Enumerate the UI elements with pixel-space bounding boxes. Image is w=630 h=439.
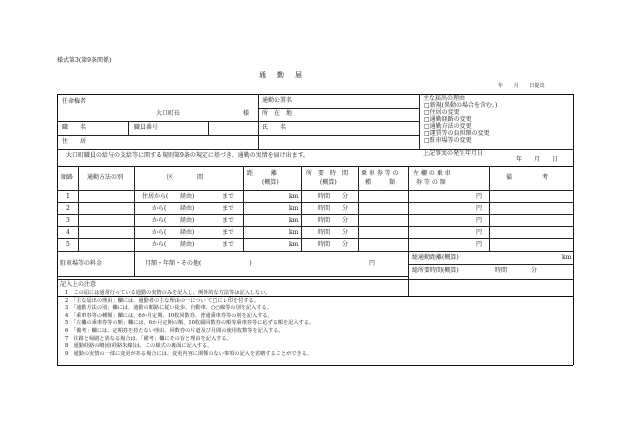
header-distance-sub: (概算)	[262, 179, 279, 186]
notes-list	[65, 290, 314, 358]
header-fare-amount-sub: 券 等 の 額	[416, 179, 446, 186]
header-fare-amount: 左 欄 の 乗 車	[413, 170, 451, 177]
header-time: 所 要 時 間	[306, 170, 349, 177]
row-yen: 円	[476, 205, 483, 212]
row-yen: 円	[476, 193, 483, 200]
employee-number-label: 職員番号	[134, 124, 159, 131]
reason-method-checkbox[interactable]: □通勤方法の変更	[424, 123, 472, 130]
parking-yen: 円	[369, 260, 376, 267]
row-via: 経由)	[180, 241, 195, 248]
mayor-label: 大口町長	[156, 110, 181, 117]
row-time: 時間 分	[318, 205, 349, 212]
row-km: km	[289, 217, 299, 224]
row-time: 時間 分	[318, 217, 349, 224]
appointer-label: 任命権者	[62, 98, 87, 105]
row-to: まで	[222, 193, 235, 200]
header-seq: 順路	[61, 174, 74, 181]
row-km: km	[289, 229, 299, 236]
form-id: 様式第3(第9条関係)	[57, 57, 112, 64]
name-label: 氏 名	[262, 124, 287, 131]
row-seq: 4	[66, 229, 70, 236]
list-item: 9 通勤の実情の一部に変更がある場合には、変更内容に関係のない事項の記入を省略することができる。	[65, 350, 313, 357]
reason-parking-checkbox[interactable]: □駐車場等の変更	[424, 137, 472, 144]
total-distance-label: 総通勤距離(概算)	[412, 254, 459, 261]
header-method: 通勤方法の別	[87, 174, 124, 181]
row-to: まで	[222, 217, 235, 224]
row-yen: 円	[476, 229, 483, 236]
fact-date-value: 年 月 日	[516, 156, 559, 163]
parking-label: 駐車場等の料金	[60, 260, 103, 267]
row-km: km	[289, 205, 299, 212]
declaration-text: 大口町職員の給与の支給等に関する規則第9条の規定に基づき、通勤の実情を届け出ます。	[66, 152, 310, 159]
position-label: 職 名	[62, 124, 87, 131]
reason-new-checkbox[interactable]: □新規(異動の場合を含む。)	[424, 102, 498, 109]
row-seq: 2	[66, 205, 70, 212]
row-from: から(	[152, 205, 167, 212]
row-yen: 円	[476, 241, 483, 248]
reason-residence-checkbox[interactable]: □住居の変更	[424, 109, 460, 116]
date-submitted: 年 月 日提出	[498, 83, 545, 89]
list-item: 1 この届には通常行っている通勤の実情のみを記入し、例外的な方法等は記入しない。	[65, 290, 271, 296]
fact-date-label: 上記事実の発生年月日	[423, 150, 484, 157]
header-fare-type-sub: 種 類	[365, 179, 396, 186]
row-via: 経由)	[180, 193, 195, 200]
row-to: まで	[222, 241, 235, 248]
row-km: km	[289, 193, 299, 200]
row-to: まで	[222, 229, 235, 236]
row-time: 時間 分	[318, 193, 349, 200]
list-item: 7 往路と帰路と異なる場合は、「備考」欄にその旨と理由を記入する。	[65, 335, 232, 342]
row-via: 経由)	[180, 229, 195, 236]
form-title: 通 勤 届	[259, 71, 304, 79]
row-seq: 1	[66, 193, 70, 200]
header-fare-type: 乗 車 券 等 の	[361, 170, 399, 177]
row-via: 経由)	[180, 217, 195, 224]
row-from: から(	[152, 217, 167, 224]
row-seq: 5	[66, 241, 70, 248]
notes-title: 記入上の注意	[60, 281, 97, 288]
row-via: 経由)	[180, 205, 195, 212]
row-from: から(	[152, 241, 167, 248]
parking-period: 月額・年額・その他( )	[145, 260, 252, 267]
row-km: km	[289, 241, 299, 248]
office-name-label: 通勤公署名	[262, 97, 293, 104]
row-to: まで	[222, 205, 235, 212]
list-item: 2 「主な届出の理由」欄には、通勤者の主な理由の一につい て□にレ印を付する。	[65, 297, 259, 304]
row-from: から(	[152, 229, 167, 236]
row-seq: 3	[66, 217, 70, 224]
total-distance-unit: km	[562, 254, 572, 261]
honorific: 様	[243, 110, 250, 117]
row-from: 住居から(	[142, 193, 169, 200]
address-label: 所 在 地	[262, 110, 293, 117]
list-item: 6 「備考」欄には、定期券を持たない理由、回数券の片道及び月間の使用枚数等を記入する。	[65, 327, 284, 334]
reason-route-checkbox[interactable]: □通勤経路の変更	[424, 116, 472, 123]
row-yen: 円	[476, 217, 483, 224]
header-time-sub: (概算)	[320, 179, 337, 186]
list-item: 5 「左欄の乗車券等の額」欄には、6か月定期の額、10枚綴回数券の額等乗車券等に応ずる額を記入する。	[65, 320, 315, 327]
header-section: 区 間	[167, 174, 204, 181]
header-remarks: 備 考	[506, 174, 549, 181]
total-time-label: 総所要時間(概算)	[412, 267, 459, 274]
row-time: 時間 分	[318, 241, 349, 248]
residence-label: 住 居	[62, 138, 87, 145]
reasons-title: 主な届出の理由	[423, 95, 466, 102]
list-item: 3 「通勤方法の別」欄には、通勤の順路に従い徒歩、自動車、○○線等の別を記入する。	[65, 305, 272, 312]
list-item: 8 通勤経路の略図(経路朱線)は、この様式の裏面に記入する。	[65, 343, 213, 350]
list-item: 4 「乗車券等の種類」欄には、6か月定期、10枚回数券、普通乗車券等の別を記入する。	[65, 312, 273, 319]
row-time: 時間 分	[318, 229, 349, 236]
header-distance: 距 離	[247, 170, 278, 177]
total-time-value: 時間 分	[495, 267, 538, 274]
reason-fare-checkbox[interactable]: □運賃等の負担額の変更	[424, 130, 490, 137]
